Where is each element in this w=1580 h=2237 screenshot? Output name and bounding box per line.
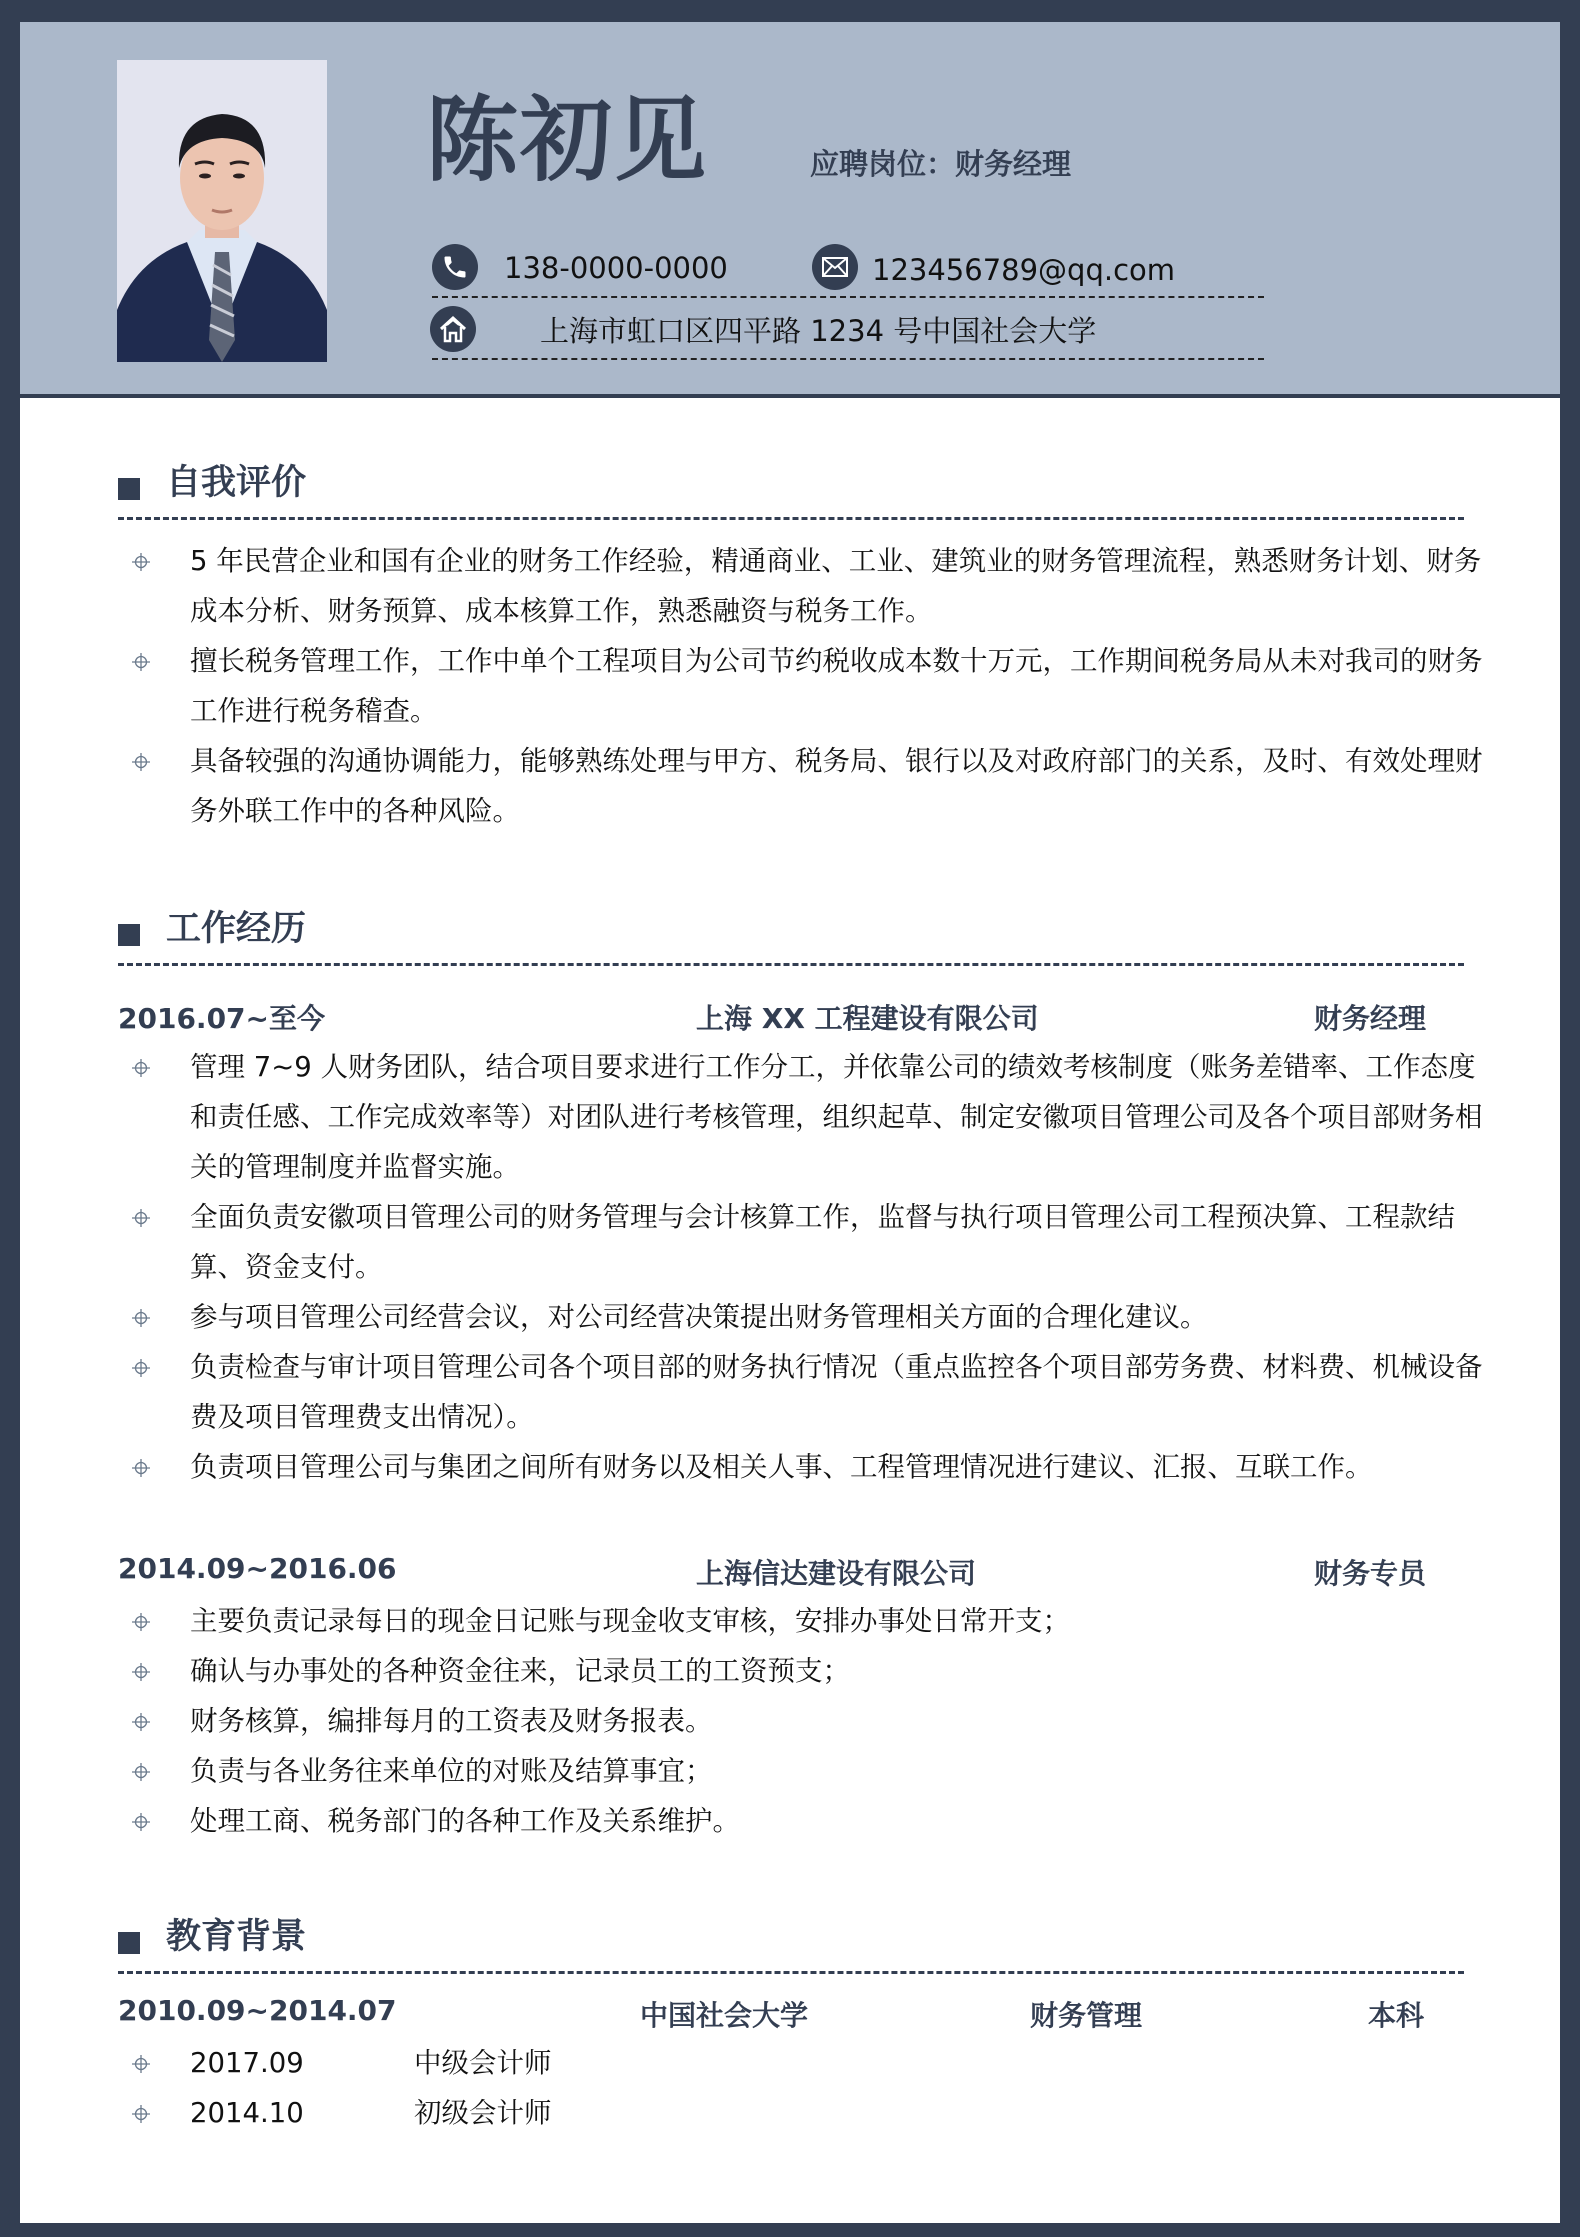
job-header-2 <box>118 1552 1464 1592</box>
section-marker-icon <box>118 924 140 946</box>
crosshair-bullet-icon <box>132 1309 150 1327</box>
section-title-work-experience <box>118 908 1464 966</box>
list-item-text: 管理 7~9 人财务团队，结合项目要求进行工作分工，并依靠公司的绩效考核制度（账务差错率、工作态度和责任感、工作完成效率等）对团队进行考核管理，组织起草、制定安徽项目管理公司及各个项目部财务相关的管理制度并监督实施。 <box>190 1051 1483 1183</box>
job-header-1 <box>118 997 1464 1037</box>
certificate-date: 2017.09 <box>190 2047 304 2079</box>
certificates-list <box>118 2038 1488 2138</box>
crosshair-bullet-icon <box>132 653 150 671</box>
crosshair-bullet-icon <box>132 1613 150 1631</box>
certificate-item <box>118 2088 1488 2138</box>
list-item-text: 负责项目管理公司与集团之间所有财务以及相关人事、工程管理情况进行建议、汇报、互联工作。 <box>190 1451 1373 1483</box>
section-title-education <box>118 1916 1464 1974</box>
list-item <box>118 1696 1488 1746</box>
email-address[interactable]: 123456789@qq.com <box>872 253 1176 287</box>
home-icon <box>430 306 476 352</box>
phone-icon <box>432 244 478 290</box>
job-role: 财务经理 <box>1314 1002 1427 1035</box>
list-item-text: 负责与各业务往来单位的对账及结算事宜； <box>190 1755 713 1787</box>
section-title-self-evaluation <box>118 462 1464 520</box>
job-2-duties-list <box>118 1596 1488 1846</box>
profile-photo <box>117 60 327 362</box>
education-period: 2010.09~2014.07 <box>118 1994 397 2027</box>
crosshair-bullet-icon <box>132 1763 150 1781</box>
contact-row-address <box>432 304 1264 360</box>
crosshair-bullet-icon <box>132 1663 150 1681</box>
contact-row-phone-email <box>432 242 1264 298</box>
list-item-text: 擅长税务管理工作，工作中单个工程项目为公司节约税收成本数十万元，工作期间税务局从未对我司的财务工作进行税务稽查。 <box>190 645 1483 727</box>
crosshair-bullet-icon <box>132 1059 150 1077</box>
job-period: 2016.07~至今 <box>118 1002 325 1035</box>
list-item <box>118 1042 1488 1192</box>
list-item-text: 确认与办事处的各种资金往来，记录员工的工资预支； <box>190 1655 850 1687</box>
list-item <box>118 536 1488 636</box>
list-item-text: 5 年民营企业和国有企业的财务工作经验，精通商业、工业、建筑业的财务管理流程，熟悉财务计划、财务成本分析、财务预算、成本核算工作，熟悉融资与税务工作。 <box>190 545 1482 627</box>
list-item <box>118 1192 1488 1292</box>
list-item <box>118 1796 1488 1846</box>
self-evaluation-list <box>118 536 1488 836</box>
list-item-text: 负责检查与审计项目管理公司各个项目部的财务执行情况（重点监控各个项目部劳务费、材料费、机械设备费及项目管理费支出情况）。 <box>190 1351 1483 1433</box>
list-item-text: 主要负责记录每日的现金日记账与现金收支审核，安排办事处日常开支； <box>190 1605 1070 1637</box>
job-period: 2014.09~2016.06 <box>118 1552 397 1585</box>
list-item <box>118 1342 1488 1442</box>
crosshair-bullet-icon <box>132 1813 150 1831</box>
candidate-name: 陈初见 <box>426 87 709 194</box>
certificate-name: 初级会计师 <box>414 2097 552 2129</box>
resume-header <box>20 22 1560 398</box>
section-label: 工作经历 <box>166 909 307 949</box>
job-1-duties-list <box>118 1042 1488 1492</box>
list-item <box>118 1746 1488 1796</box>
crosshair-bullet-icon <box>132 2055 150 2073</box>
list-item <box>118 736 1488 836</box>
certificate-name: 中级会计师 <box>414 2047 552 2079</box>
list-item-text: 财务核算，编排每月的工资表及财务报表。 <box>190 1705 713 1737</box>
list-item-text: 具备较强的沟通协调能力，能够熟练处理与甲方、税务局、银行以及对政府部门的关系，及时、有效处理财务外联工作中的各种风险。 <box>190 745 1483 827</box>
resume-page <box>20 22 1560 2223</box>
list-item <box>118 1442 1488 1492</box>
list-item <box>118 1596 1488 1646</box>
crosshair-bullet-icon <box>132 753 150 771</box>
certificate-date: 2014.10 <box>190 2097 304 2129</box>
job-company: 上海 XX 工程建设有限公司 <box>696 1002 1039 1035</box>
envelope-icon <box>812 244 858 290</box>
list-item <box>118 636 1488 736</box>
crosshair-bullet-icon <box>132 1209 150 1227</box>
list-item-text: 处理工商、税务部门的各种工作及关系维护。 <box>190 1805 740 1837</box>
crosshair-bullet-icon <box>132 1459 150 1477</box>
job-role: 财务专员 <box>1314 1557 1427 1590</box>
education-major: 财务管理 <box>1030 1999 1143 2032</box>
position-applied: 应聘岗位：财务经理 <box>810 147 1072 181</box>
phone-number[interactable]: 138-0000-0000 <box>504 251 728 285</box>
section-marker-icon <box>118 1932 140 1954</box>
education-school: 中国社会大学 <box>640 1999 809 2032</box>
education-degree: 本科 <box>1368 1999 1425 2032</box>
job-company: 上海信达建设有限公司 <box>696 1557 977 1590</box>
crosshair-bullet-icon <box>132 1713 150 1731</box>
section-label: 自我评价 <box>166 463 307 503</box>
list-item <box>118 1292 1488 1342</box>
education-header <box>118 1994 1464 2034</box>
list-item <box>118 1646 1488 1696</box>
section-label: 教育背景 <box>166 1917 307 1957</box>
crosshair-bullet-icon <box>132 2105 150 2123</box>
list-item-text: 参与项目管理公司经营会议，对公司经营决策提出财务管理相关方面的合理化建议。 <box>190 1301 1208 1333</box>
certificate-item <box>118 2038 1488 2088</box>
home-address: 上海市虹口区四平路 1234 号中国社会大学 <box>540 314 1097 348</box>
list-item-text: 全面负责安徽项目管理公司的财务管理与会计核算工作，监督与执行项目管理公司工程预决算、工程款结算、资金支付。 <box>190 1201 1455 1283</box>
crosshair-bullet-icon <box>132 553 150 571</box>
section-marker-icon <box>118 478 140 500</box>
crosshair-bullet-icon <box>132 1359 150 1377</box>
